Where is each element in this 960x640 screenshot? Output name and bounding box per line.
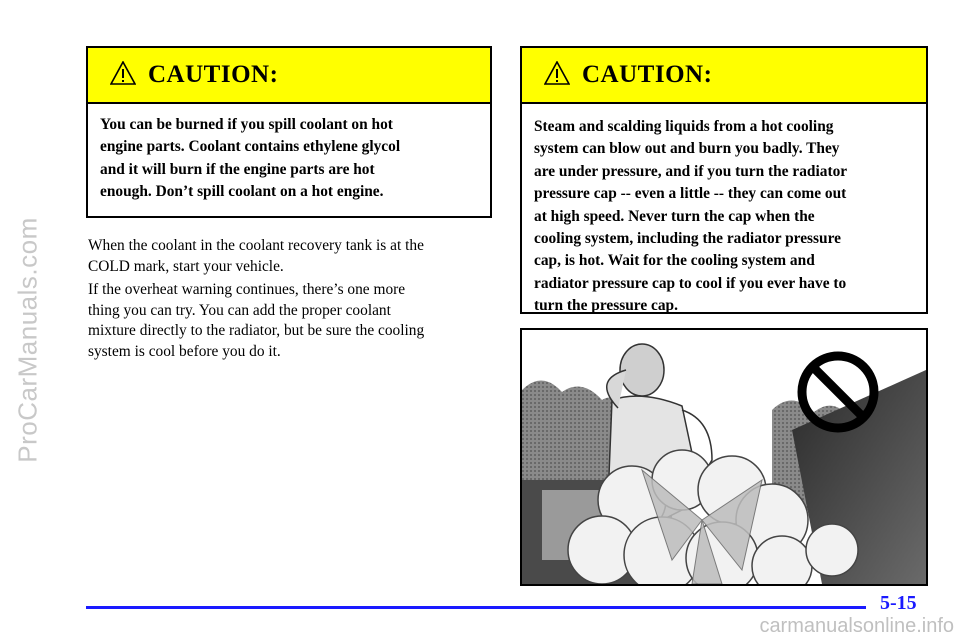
bottom-watermark: carmanualsonline.info (759, 615, 954, 637)
caution-title: CAUTION: (582, 61, 713, 88)
caution-body: You can be burned if you spill coolant on hot engine parts. Coolant contains ethylene glycol and it will burn if the engine parts are hot enough. Don’t spill coolant on a hot engine. (100, 116, 401, 201)
caution-box-burn (86, 46, 492, 218)
caution-body: Steam and scalding liquids from a hot cooling system can blow out and burn you badly. They are under pressure, and if you turn the radiator pressure cap -- even a little -- they can come out at high speed. Never turn the cap when the cooling system, including the radiator pressure cap, is hot. Wait for the cooling system and radiator pressure cap to cool if you ever have to turn the pressure cap. (534, 118, 848, 315)
caution-title: CAUTION: (148, 61, 279, 88)
footer-rule (86, 606, 866, 609)
paragraph-overheat: If the overheat warning continues, there’s one more thing you can try. You can add the proper coolant mixture directly to the radiator, but be sure the cooling system is cool before you do it. (88, 281, 425, 360)
paragraph-coolant-cold: When the coolant in the coolant recovery tank is at the COLD mark, start your vehicle. (88, 237, 424, 275)
caution-header (88, 48, 490, 104)
warning-triangle-icon (110, 61, 136, 90)
page-number: 5-15 (880, 592, 917, 614)
warning-triangle-icon (544, 61, 570, 90)
side-watermark (8, 110, 48, 570)
caution-header (522, 48, 926, 104)
caution-box-steam (520, 46, 928, 314)
steam-hazard-illustration (520, 328, 928, 586)
side-watermark-text: ProCarManuals.com (12, 217, 43, 463)
